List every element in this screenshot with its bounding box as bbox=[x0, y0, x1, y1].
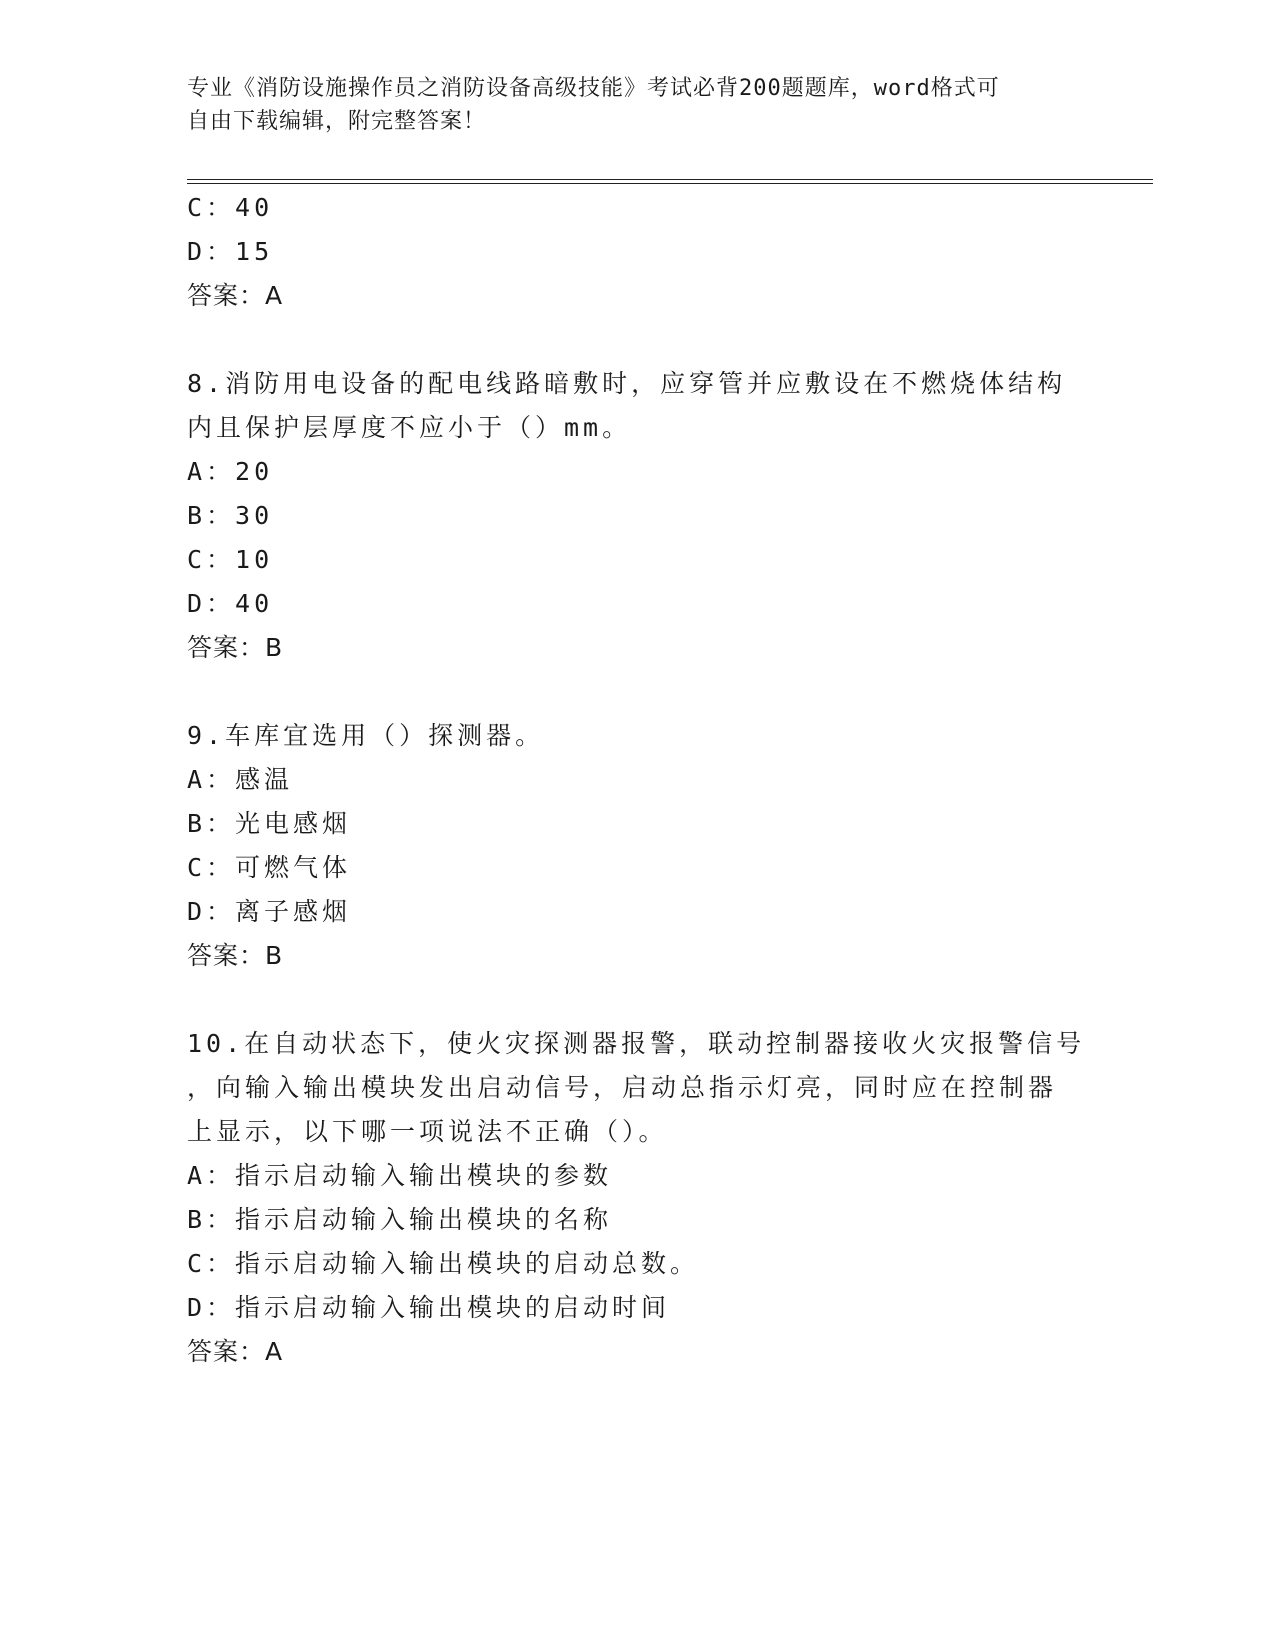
header-divider-bottom bbox=[187, 183, 1153, 184]
q8-option-a: A：20 bbox=[187, 457, 274, 486]
q10-stem-line-3: 上显示，以下哪一项说法不正确（）。 bbox=[187, 1117, 668, 1146]
q10-option-d: D：指示启动输入输出模块的启动时间 bbox=[187, 1293, 671, 1322]
header-divider-top bbox=[187, 179, 1153, 180]
q10-stem-line-1: 10.在自动状态下，使火灾探测器报警，联动控制器接收火灾报警信号 bbox=[187, 1029, 1086, 1058]
q8-stem-line-1: 8.消防用电设备的配电线路暗敷时，应穿管并应敷设在不燃烧体结构 bbox=[187, 369, 1067, 398]
document-header bbox=[187, 72, 1067, 138]
q10-answer: 答案：A bbox=[187, 1337, 284, 1366]
q8-answer: 答案：B bbox=[187, 633, 284, 662]
q9-option-a: A：感温 bbox=[187, 765, 294, 794]
header-line-1: 专业《消防设施操作员之消防设备高级技能》考试必背200题题库，word格式可 bbox=[187, 76, 1000, 101]
q9-option-c: C：可燃气体 bbox=[187, 853, 352, 882]
q8-stem-line-2: 内且保护层厚度不应小于（）mm。 bbox=[187, 413, 632, 442]
q10-option-c: C：指示启动输入输出模块的启动总数。 bbox=[187, 1249, 700, 1278]
q7-option-d: D：15 bbox=[187, 237, 274, 266]
q8-option-b: B：30 bbox=[187, 501, 274, 530]
q10-option-a: A：指示启动输入输出模块的参数 bbox=[187, 1161, 613, 1190]
q7-option-c: C：40 bbox=[187, 193, 274, 222]
q9-stem-line-1: 9.车库宜选用（）探测器。 bbox=[187, 721, 545, 750]
q8-option-d: D：40 bbox=[187, 589, 274, 618]
q10-stem-line-2: ，向输入输出模块发出启动信号，启动总指示灯亮，同时应在控制器 bbox=[187, 1073, 1058, 1102]
q9-answer: 答案：B bbox=[187, 941, 284, 970]
q10-option-b: B：指示启动输入输出模块的名称 bbox=[187, 1205, 613, 1234]
q8-option-c: C：10 bbox=[187, 545, 274, 574]
q9-option-b: B：光电感烟 bbox=[187, 809, 352, 838]
q9-option-d: D：离子感烟 bbox=[187, 897, 352, 926]
q7-answer: 答案：A bbox=[187, 281, 284, 310]
header-line-2: 自由下载编辑，附完整答案！ bbox=[187, 109, 487, 134]
